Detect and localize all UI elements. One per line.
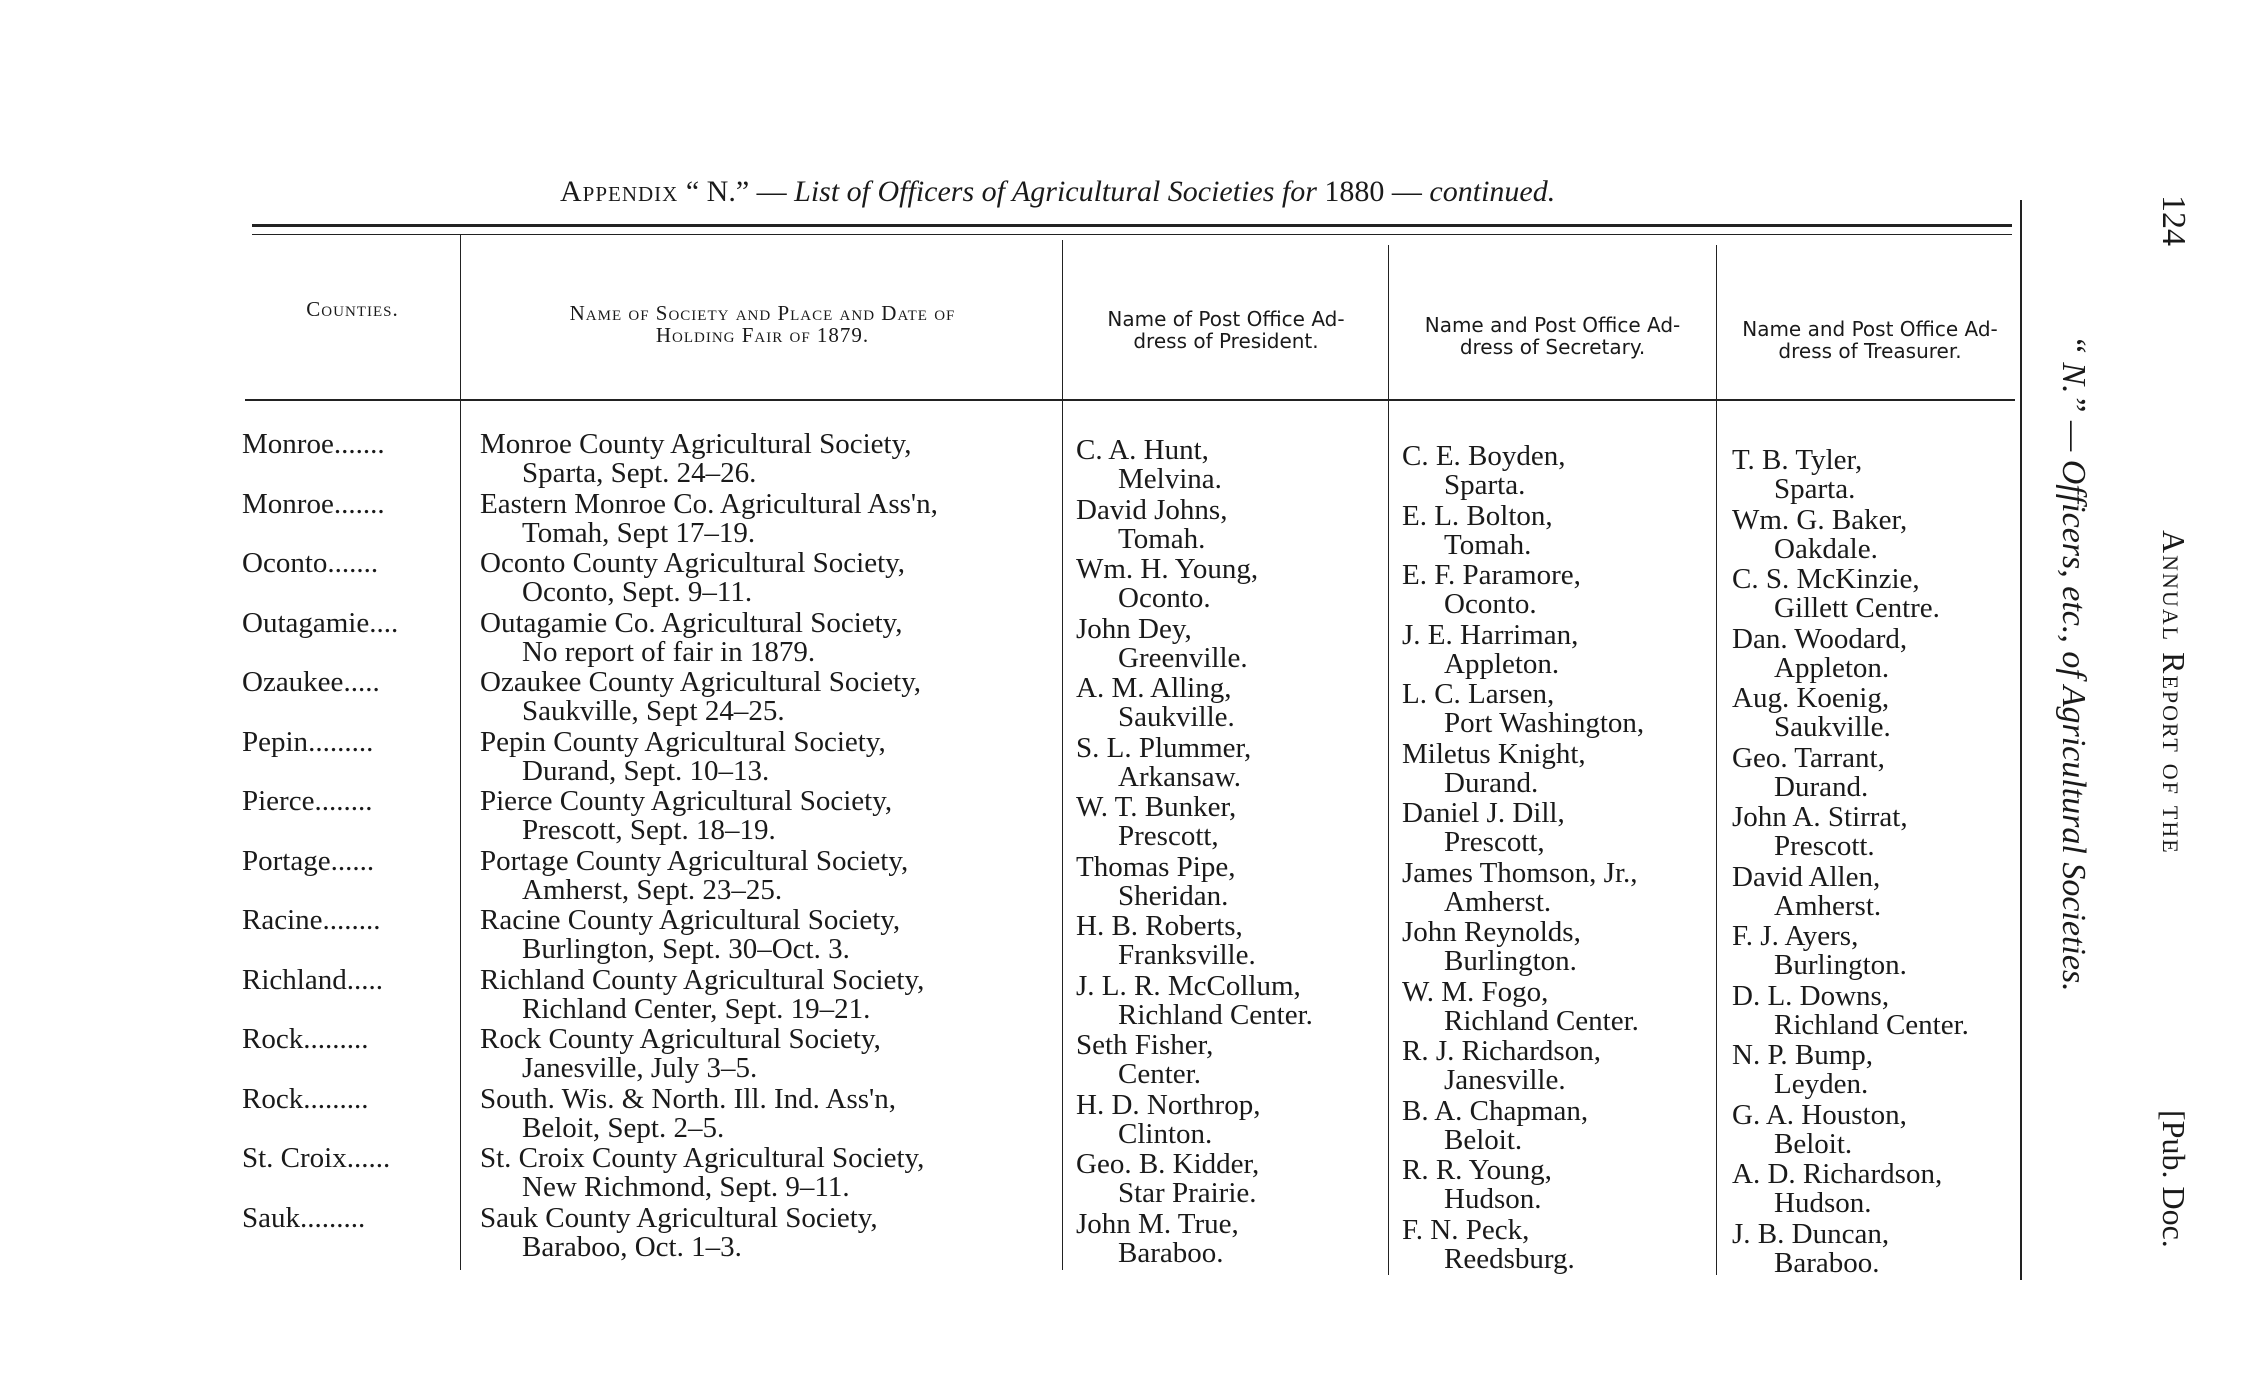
title-year: 1880	[1324, 175, 1385, 208]
treasurer-cell	[1732, 979, 1969, 1041]
header-secretary: Name and Post Office Ad- dress of Secretary.	[1424, 313, 1681, 359]
treasurer-cell-place: Richland Center.	[1774, 1008, 1969, 1041]
table-title	[560, 175, 1760, 209]
society-cell-name: Sauk County Agricultural Society,	[480, 1201, 878, 1234]
treasurer-cell-name: F. J. Ayers,	[1732, 920, 1859, 952]
society-cell-place: Burlington, Sept. 30–Oct. 3.	[522, 933, 850, 965]
president-cell	[1076, 436, 1222, 494]
treasurer-cell-name: C. S. McKinzie,	[1732, 563, 1920, 595]
secretary-cell-name: Miletus Knight,	[1402, 737, 1586, 770]
secretary-cell	[1402, 975, 1639, 1037]
society-cell	[480, 487, 938, 549]
treasurer-cell	[1732, 1160, 1942, 1218]
president-cell-place: Franksville.	[1118, 939, 1256, 971]
president-cell-name: John M. True,	[1076, 1207, 1239, 1240]
secretary-cell-place: Appleton.	[1444, 647, 1560, 680]
secretary-cell	[1402, 1213, 1575, 1275]
president-cell-place: Baraboo.	[1118, 1236, 1224, 1269]
society-cell	[480, 787, 892, 845]
treasurer-cell-name: T. B. Tyler,	[1732, 444, 1863, 476]
county-leader-dots: .........	[300, 1201, 366, 1234]
society-cell-name: St. Croix County Agricultural Society,	[480, 1142, 925, 1174]
treasurer-cell-name: A. D. Richardson,	[1732, 1158, 1943, 1190]
president-cell	[1076, 555, 1258, 613]
secretary-cell-name: James Thomson, Jr.,	[1402, 856, 1638, 889]
president-cell-name: C. A. Hunt,	[1076, 434, 1209, 466]
header-treasurer: Name and Post Office Ad- dress of Treasurer.	[1742, 317, 1998, 363]
col-divider-2	[1062, 240, 1063, 1270]
header-counties: Counties.	[306, 297, 399, 321]
treasurer-cell	[1732, 803, 1908, 861]
county-leader-dots: .....	[343, 666, 380, 698]
president-cell-name: Thomas Pipe,	[1076, 850, 1236, 883]
secretary-cell-place: Janesville.	[1444, 1064, 1566, 1096]
treasurer-cell	[1732, 684, 1891, 742]
society-cell-name: Ozaukee County Agricultural Society,	[480, 666, 922, 698]
county-leader-dots: ......	[330, 844, 375, 877]
header-rule	[245, 399, 2015, 401]
society-cell	[480, 668, 921, 726]
appendix-label: “ N.”	[685, 175, 750, 208]
county-name: Pierce	[242, 785, 315, 817]
secretary-cell-place: Beloit.	[1444, 1123, 1523, 1156]
treasurer-cell-place: Durand.	[1774, 770, 1869, 803]
society-cell-name: Pepin County Agricultural Society,	[480, 725, 886, 758]
president-cell-place: Saukville.	[1118, 701, 1235, 733]
secretary-cell	[1402, 799, 1565, 857]
treasurer-cell-place: Oakdale.	[1774, 532, 1878, 565]
secretary-cell-place: Durand.	[1444, 766, 1539, 799]
treasurer-cell-place: Sparta.	[1774, 473, 1856, 505]
society-cell-place: Oconto, Sept. 9–11.	[522, 576, 753, 608]
secretary-cell-name: F. N. Peck,	[1402, 1213, 1530, 1246]
society-cell	[480, 549, 905, 607]
treasurer-cell	[1732, 503, 1908, 565]
society-cell	[480, 1144, 924, 1202]
county-name: Rock	[242, 1082, 304, 1115]
county-cell	[242, 1083, 368, 1116]
society-cell-name: Outagamie Co. Agricultural Society,	[480, 606, 903, 639]
society-cell-name: South. Wis. & North. Ill. Ind. Ass'n,	[480, 1082, 896, 1115]
title-dash-2: —	[1391, 175, 1422, 208]
president-cell-place: Center.	[1118, 1058, 1201, 1090]
county-leader-dots: ....	[369, 606, 399, 639]
treasurer-cell	[1732, 1098, 1907, 1160]
treasurer-cell	[1732, 860, 1882, 922]
running-head-prefix: Annual Report of the	[2156, 530, 2192, 855]
county-leader-dots: .....	[346, 963, 383, 996]
treasurer-cell-name: N. P. Bump,	[1732, 1039, 1874, 1071]
right-frame-rule	[2020, 200, 2022, 1280]
president-cell-name: David Johns,	[1076, 493, 1228, 526]
county-leader-dots: .........	[303, 1082, 369, 1115]
society-cell-place: Sparta, Sept. 24–26.	[522, 457, 757, 489]
county-cell	[242, 1142, 390, 1175]
page-number: 124	[2155, 195, 2192, 246]
society-cell	[480, 844, 909, 906]
treasurer-cell-name: Geo. Tarrant,	[1732, 741, 1885, 774]
county-cell	[242, 666, 380, 699]
county-cell	[242, 904, 381, 937]
treasurer-cell-place: Prescott.	[1774, 830, 1875, 862]
county-name: Racine	[242, 904, 323, 936]
president-cell	[1076, 969, 1313, 1031]
treasurer-cell-name: David Allen,	[1732, 860, 1881, 893]
county-cell	[242, 547, 378, 580]
col-divider-1	[460, 235, 461, 1270]
president-cell-place: Clinton.	[1118, 1117, 1213, 1150]
county-name: Sauk	[242, 1201, 300, 1234]
secretary-cell	[1402, 1037, 1601, 1095]
county-name: Oconto	[242, 547, 328, 579]
treasurer-cell-place: Hudson.	[1774, 1187, 1872, 1219]
president-cell-place: Prescott,	[1118, 820, 1219, 852]
treasurer-cell-place: Burlington.	[1774, 949, 1907, 981]
treasurer-cell-place: Baraboo.	[1774, 1246, 1880, 1279]
secretary-cell-place: Oconto.	[1444, 588, 1537, 620]
county-name: Monroe	[242, 487, 334, 520]
secretary-cell-name: B. A. Chapman,	[1402, 1094, 1589, 1127]
county-leader-dots: .......	[333, 487, 385, 520]
president-cell-name: H. B. Roberts,	[1076, 910, 1243, 942]
society-cell	[480, 1025, 881, 1083]
secretary-cell-place: Tomah.	[1444, 528, 1532, 561]
treasurer-cell-name: G. A. Houston,	[1732, 1098, 1907, 1131]
county-cell	[242, 607, 398, 640]
secretary-cell-name: Daniel J. Dill,	[1402, 797, 1565, 829]
secretary-cell	[1402, 499, 1553, 561]
president-cell	[1076, 1150, 1259, 1208]
county-cell	[242, 964, 383, 997]
county-cell	[242, 1202, 365, 1235]
society-cell	[480, 1082, 896, 1144]
secretary-cell	[1402, 918, 1581, 976]
secretary-cell	[1402, 618, 1579, 680]
treasurer-cell	[1732, 1041, 1873, 1099]
president-cell-name: Geo. B. Kidder,	[1076, 1148, 1260, 1180]
county-name: Outagamie	[242, 606, 370, 639]
treasurer-cell-place: Leyden.	[1774, 1068, 1869, 1100]
president-cell-name: Seth Fisher,	[1076, 1029, 1214, 1061]
treasurer-cell-place: Gillett Centre.	[1774, 592, 1940, 624]
secretary-cell-place: Hudson.	[1444, 1183, 1542, 1215]
society-cell-place: Saukville, Sept 24–25.	[522, 695, 785, 727]
society-cell-name: Racine County Agricultural Society,	[480, 904, 901, 936]
secretary-cell-place: Prescott,	[1444, 826, 1545, 858]
running-head-suffix: [Pub. Doc.	[2156, 1110, 2192, 1248]
col-divider-4	[1716, 245, 1717, 1275]
top-rule-thin	[252, 234, 2012, 235]
secretary-cell-name: C. E. Boyden,	[1402, 440, 1566, 472]
society-cell	[480, 725, 886, 787]
secretary-cell	[1402, 1094, 1589, 1156]
president-cell-place: Oconto.	[1118, 582, 1211, 614]
county-name: Richland	[242, 963, 347, 996]
society-cell-place: No report of fair in 1879.	[522, 635, 816, 668]
society-cell-name: Eastern Monroe Co. Agricultural Ass'n,	[480, 487, 938, 520]
society-cell-place: Durand, Sept. 10–13.	[522, 754, 770, 787]
society-cell-name: Richland County Agricultural Society,	[480, 963, 925, 996]
county-cell	[242, 785, 372, 818]
president-cell	[1076, 912, 1256, 970]
top-rule-thick	[252, 224, 2012, 227]
treasurer-cell-name: Aug. Koenig,	[1732, 682, 1890, 714]
president-cell	[1076, 674, 1235, 732]
county-name: St. Croix	[242, 1142, 347, 1174]
president-cell	[1076, 731, 1252, 793]
society-cell	[480, 906, 900, 964]
secretary-cell	[1402, 680, 1644, 738]
county-leader-dots: ........	[314, 785, 373, 817]
treasurer-cell-place: Beloit.	[1774, 1127, 1853, 1160]
county-cell	[242, 845, 374, 878]
society-cell-name: Pierce County Agricultural Society,	[480, 785, 893, 817]
county-cell	[242, 488, 385, 521]
president-cell-name: H. D. Northrop,	[1076, 1088, 1261, 1121]
president-cell	[1076, 850, 1236, 912]
president-cell-place: Melvina.	[1118, 463, 1222, 495]
president-cell-name: W. T. Bunker,	[1076, 791, 1237, 823]
treasurer-cell-place: Amherst.	[1774, 889, 1882, 922]
county-leader-dots: .......	[333, 428, 385, 460]
col-divider-3	[1388, 245, 1389, 1275]
society-cell-place: Amherst, Sept. 23–25.	[522, 873, 783, 906]
president-cell-place: Arkansaw.	[1118, 760, 1241, 793]
secretary-cell-place: Richland Center.	[1444, 1004, 1639, 1037]
secretary-cell-place: Port Washington,	[1444, 707, 1645, 739]
society-cell	[480, 963, 925, 1025]
side-title: “ N.” — Officers, etc., of Agricultural Societies.	[2055, 335, 2092, 992]
society-cell-name: Monroe County Agricultural Society,	[480, 428, 912, 460]
treasurer-cell	[1732, 446, 1862, 504]
treasurer-cell	[1732, 565, 1940, 623]
treasurer-cell	[1732, 622, 1908, 684]
appendix-word: Appendix	[560, 175, 679, 208]
treasurer-cell-name: J. B. Duncan,	[1732, 1217, 1890, 1250]
county-name: Portage	[242, 844, 331, 877]
treasurer-cell-name: John A. Stirrat,	[1732, 801, 1908, 833]
secretary-cell-name: J. E. Harriman,	[1402, 618, 1579, 651]
secretary-cell-place: Burlington.	[1444, 945, 1577, 977]
president-cell-name: S. L. Plummer,	[1076, 731, 1252, 764]
secretary-cell-name: L. C. Larsen,	[1402, 678, 1555, 710]
president-cell	[1076, 1088, 1261, 1150]
society-cell	[480, 430, 911, 488]
secretary-cell	[1402, 442, 1566, 500]
county-cell	[242, 428, 385, 461]
treasurer-cell-place: Appleton.	[1774, 651, 1890, 684]
secretary-cell-name: W. M. Fogo,	[1402, 975, 1549, 1008]
society-cell-place: New Richmond, Sept. 9–11.	[522, 1171, 850, 1203]
title-for: for	[1281, 175, 1317, 208]
society-cell	[480, 606, 903, 668]
secretary-cell-place: Sparta.	[1444, 469, 1526, 501]
president-cell-name: Wm. H. Young,	[1076, 553, 1259, 585]
president-cell-name: A. M. Alling,	[1076, 672, 1232, 704]
president-cell-place: Richland Center.	[1118, 998, 1313, 1031]
county-leader-dots: ......	[346, 1142, 391, 1174]
county-leader-dots: ........	[322, 904, 381, 936]
treasurer-cell	[1732, 922, 1907, 980]
county-leader-dots: .........	[303, 1023, 369, 1055]
president-cell	[1076, 793, 1236, 851]
president-cell-place: Star Prairie.	[1118, 1177, 1257, 1209]
secretary-cell	[1402, 856, 1638, 918]
society-cell-place: Prescott, Sept. 18–19.	[522, 814, 776, 846]
president-cell-place: Tomah.	[1118, 522, 1206, 555]
treasurer-cell-name: D. L. Downs,	[1732, 979, 1890, 1012]
header-society: Name of Society and Place and Date of Holding Fair of 1879.	[569, 301, 956, 347]
president-cell	[1076, 1031, 1213, 1089]
county-cell	[242, 1023, 368, 1056]
president-cell-name: J. L. R. McCollum,	[1076, 969, 1301, 1002]
secretary-cell-name: R. R. Young,	[1402, 1154, 1552, 1186]
president-cell-place: Greenville.	[1118, 641, 1248, 674]
secretary-cell	[1402, 737, 1586, 799]
title-continued: continued.	[1429, 175, 1556, 208]
county-name: Monroe	[242, 428, 334, 460]
county-leader-dots: .........	[308, 725, 374, 758]
secretary-cell-name: E. L. Bolton,	[1402, 499, 1553, 532]
county-name: Pepin	[242, 725, 309, 758]
secretary-cell	[1402, 1156, 1552, 1214]
secretary-cell	[1402, 561, 1581, 619]
society-cell	[480, 1201, 878, 1263]
header-president: Name of Post Office Ad- dress of President.	[1107, 307, 1345, 353]
secretary-cell-place: Amherst.	[1444, 885, 1552, 918]
county-leader-dots: .......	[327, 547, 379, 579]
society-cell-place: Baraboo, Oct. 1–3.	[522, 1230, 742, 1263]
title-italic: List of Officers of Agricultural Societies	[794, 175, 1275, 208]
society-cell-name: Oconto County Agricultural Society,	[480, 547, 906, 579]
county-name: Ozaukee	[242, 666, 344, 698]
title-dash: —	[756, 175, 787, 208]
society-cell-place: Janesville, July 3–5.	[522, 1052, 758, 1084]
secretary-cell-name: E. F. Paramore,	[1402, 559, 1581, 591]
secretary-cell-name: R. J. Richardson,	[1402, 1035, 1601, 1067]
treasurer-cell-name: Wm. G. Baker,	[1732, 503, 1908, 536]
president-cell	[1076, 493, 1228, 555]
society-cell-place: Tomah, Sept 17–19.	[522, 516, 756, 549]
president-cell	[1076, 1207, 1239, 1269]
treasurer-cell-name: Dan. Woodard,	[1732, 622, 1908, 655]
president-cell-name: John Dey,	[1076, 612, 1192, 645]
society-cell-name: Rock County Agricultural Society,	[480, 1023, 881, 1055]
secretary-cell-name: John Reynolds,	[1402, 916, 1581, 948]
president-cell-place: Sheridan.	[1118, 879, 1229, 912]
society-cell-name: Portage County Agricultural Society,	[480, 844, 909, 877]
president-cell	[1076, 612, 1248, 674]
treasurer-cell	[1732, 1217, 1890, 1279]
treasurer-cell-place: Saukville.	[1774, 711, 1891, 743]
society-cell-place: Richland Center, Sept. 19–21.	[522, 992, 871, 1025]
treasurer-cell	[1732, 741, 1885, 803]
running-head	[2155, 530, 2192, 855]
county-name: Rock	[242, 1023, 304, 1055]
county-cell	[242, 726, 373, 759]
secretary-cell-place: Reedsburg.	[1444, 1242, 1575, 1275]
society-cell-place: Beloit, Sept. 2–5.	[522, 1111, 725, 1144]
